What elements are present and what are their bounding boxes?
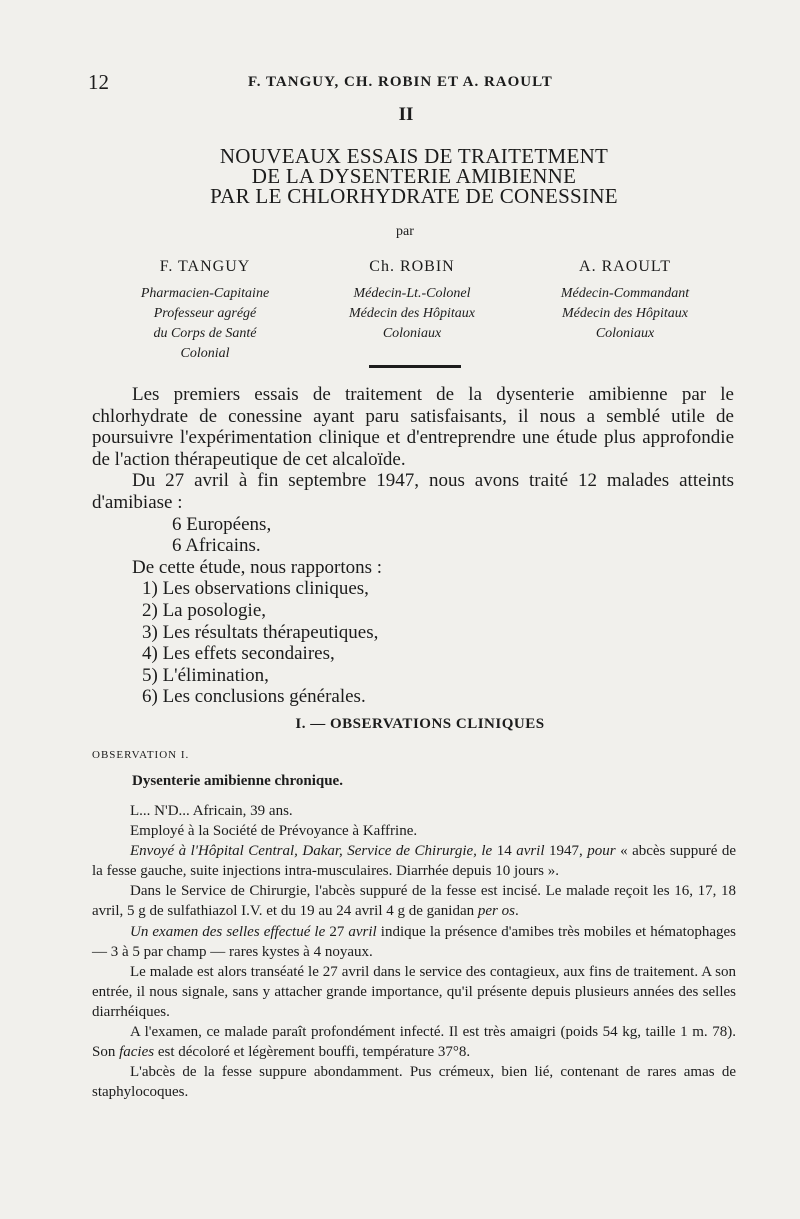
- list-item: 2) La posologie,: [142, 599, 267, 621]
- running-header: [88, 70, 728, 96]
- title-divider: [369, 365, 461, 368]
- surgery-italic: per os: [477, 903, 515, 920]
- affiliation-line: Professeur agrégé: [153, 306, 257, 321]
- title-line: DE LA DYSENTERIE AMIBIENNE: [251, 164, 577, 188]
- author-affiliation: [95, 284, 315, 364]
- patient-line: L... N'D... Africain, 39 ans.: [130, 803, 293, 819]
- author-affiliation: [515, 284, 735, 344]
- title-line: PAR LE CHLORHYDRATE DE CONESSINE: [210, 184, 618, 208]
- article-title: [0, 146, 800, 206]
- observation-title: Dysenterie amibienne chronique.: [132, 773, 343, 789]
- author-name: Ch. ROBIN: [369, 258, 455, 275]
- observation-label: OBSERVATION I.: [92, 749, 190, 761]
- exam-rest: indique la présence d'amibes très mobiles et hématophages — 3 à 5 par champ — rares kystes à 4 noyaux.: [92, 923, 737, 960]
- affiliation-line: Médecin des Hôpitaux: [349, 306, 475, 321]
- author-block: [95, 258, 315, 364]
- exam-month: avril: [348, 923, 377, 940]
- affiliation-line: Médecin des Hôpitaux: [562, 306, 688, 321]
- clinical-text: A l'examen, ce malade paraît profondément infecté. Il est très amaigri (poids 54 kg, taille 1 m. 78). Son: [92, 1024, 736, 1061]
- referral-month: avril: [516, 843, 545, 860]
- referral-year: 1947,: [544, 843, 588, 860]
- referral-paragraph: [92, 841, 736, 881]
- affiliation-line: Coloniaux: [595, 326, 655, 341]
- article-number: II: [398, 104, 414, 125]
- abscess-paragraph: L'abcès de la fesse suppure abondamment. Pus crémeux, bien lié, contenant de rares amas de staphylocoques.: [92, 1064, 736, 1101]
- surgery-text: Dans le Service de Chirurgie, l'abcès suppuré de la fesse est incisé. Le malade reçoit les 16, 17, 18 avril, 5 g de sulfathiazol I.V. et du 19 au 24 avril 4 g de ganidan: [92, 883, 736, 920]
- list-item: 6) Les conclusions générales.: [142, 686, 366, 708]
- running-title: F. TANGUY, CH. ROBIN ET A. RAOULT: [248, 74, 553, 90]
- intro-paragraph: Les premiers essais de traitement de la dysenterie amibienne par le chlorhydrate de conessine ayant paru satisfaisants, il nous a semblé utile de poursuivre l'expérimentation clinique et d'entreprendre une étude plus approfondie de l'action thérapeutique de cet alcaloïde.: [92, 384, 734, 470]
- affiliation-line: Pharmacien-Capitaine: [140, 286, 270, 301]
- list-item: 1) Les observations cliniques,: [142, 578, 369, 600]
- clinical-text-2: est décoloré et légèrement bouffi, température 37°8.: [157, 1044, 471, 1061]
- exam-date: 27: [325, 923, 349, 940]
- affiliation-line: Médecin-Commandant: [560, 286, 690, 301]
- introduction: [92, 384, 734, 708]
- affiliation-line: Colonial: [180, 346, 230, 361]
- patient-count: 6 Africains.: [172, 535, 261, 557]
- exam-italic: Un examen des selles effectué le: [130, 923, 326, 940]
- affiliation-line: Médecin-Lt.-Colonel: [353, 286, 471, 301]
- clinical-paragraph: [92, 1022, 736, 1062]
- title-line: NOUVEAUX ESSAIS DE TRAITETMENT: [219, 144, 609, 168]
- referral-rest: « abcès suppuré de la fesse gauche, suite injections intra-musculaires. Diarrhée depuis 10 jours ».: [92, 843, 736, 880]
- clinical-italic: facies: [119, 1044, 155, 1061]
- page-number: 12: [88, 70, 109, 94]
- byline-par: par: [396, 224, 414, 239]
- patient-count: 6 Européens,: [172, 513, 272, 535]
- author-affiliation: [302, 284, 522, 344]
- author-name: F. TANGUY: [159, 258, 251, 275]
- author-block: [302, 258, 522, 344]
- referral-date: 14: [492, 843, 517, 860]
- author-block: [515, 258, 735, 344]
- referral-pour: pour: [587, 843, 616, 860]
- affiliation-line: Coloniaux: [382, 326, 442, 341]
- observation-text: [92, 801, 736, 1102]
- transfer-paragraph: Le malade est alors transéaté le 27 avril dans le service des contagieux, aux fins de traitement. A son entrée, il nous signale, sans y attacher grande importance, qu'il présente depuis plusieurs années des selles diarrhéiques.: [92, 963, 736, 1020]
- outline-list: [92, 578, 734, 708]
- employment-line: Employé à la Société de Prévoyance à Kaffrine.: [130, 823, 418, 840]
- list-item: 5) L'élimination,: [142, 664, 269, 686]
- section-heading: I. — OBSERVATIONS CLINIQUES: [295, 716, 545, 732]
- exam-paragraph: [92, 922, 736, 962]
- referral-italic: Envoyé à l'Hôpital Central, Dakar, Service de Chirurgie, le: [130, 843, 493, 860]
- author-name: A. RAOULT: [579, 258, 671, 275]
- affiliation-line: du Corps de Santé: [153, 326, 257, 341]
- intro-paragraph: De cette étude, nous rapportons :: [132, 556, 383, 578]
- list-item: 4) Les effets secondaires,: [142, 643, 335, 665]
- intro-paragraph: Du 27 avril à fin septembre 1947, nous avons traité 12 malades atteints d'amibiase :: [92, 470, 734, 513]
- surgery-paragraph: Dans le Service de Chirurgie, l'abcès suppuré de la fesse est incisé. Le malade reçoit les 16, 17, 18 avril, 5 g de sulfathiazol I.V. et du 19 au 24 avril 4 g de ganidan per os.: [92, 883, 736, 920]
- list-item: 3) Les résultats thérapeutiques,: [142, 621, 379, 643]
